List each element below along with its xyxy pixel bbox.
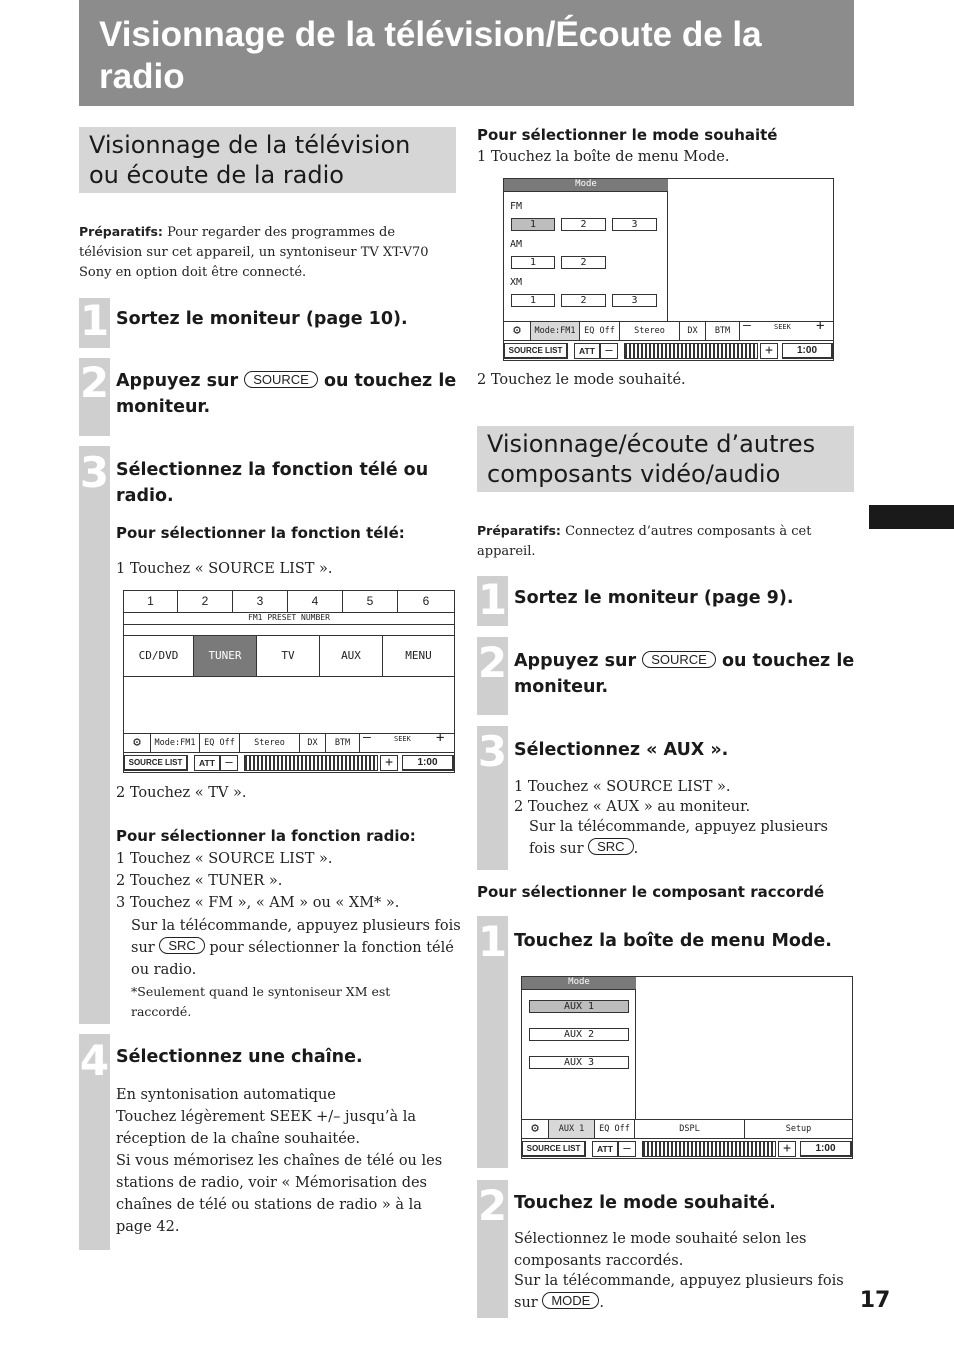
preset-2[interactable]: 2 bbox=[178, 591, 233, 613]
volume-plus-icon[interactable]: + bbox=[778, 1141, 796, 1157]
step-heading-c1: Touchez la boîte de menu Mode. bbox=[514, 931, 832, 951]
source-aux[interactable]: AUX bbox=[320, 635, 383, 677]
step-r2-text-b: ou touchez le moniteur. bbox=[514, 651, 855, 697]
seek-label: SEEK bbox=[394, 735, 411, 743]
component-remote-text: Sur la télécommande, appuyez plusieurs fois sur bbox=[514, 1273, 844, 1311]
source-list-button[interactable]: SOURCE LIST bbox=[504, 343, 568, 359]
volume-minus-icon[interactable]: — bbox=[618, 1141, 636, 1157]
component-text-2: Sur la télécommande, appuyez plusieurs fois sur MODE . bbox=[514, 1273, 844, 1311]
src-key: SRC bbox=[588, 838, 633, 855]
stereo-button[interactable]: Stereo bbox=[620, 321, 680, 341]
dx-button[interactable]: DX bbox=[680, 321, 706, 341]
prep-text: Pour regarder des programmes de télévision sur cet appareil, un syntoniseur TV XT-V70 Sony en option doit être connecté. bbox=[79, 225, 429, 280]
source-menu[interactable]: MENU bbox=[383, 635, 454, 677]
step-r2-text-a: Appuyez sur bbox=[514, 651, 637, 671]
stereo-button[interactable]: Stereo bbox=[240, 733, 300, 753]
setup-button[interactable]: Setup bbox=[745, 1119, 852, 1139]
step-4-line-2: Touchez légèrement SEEK +/– jusqu’à la réception de la chaîne souhaitée. bbox=[116, 1109, 417, 1147]
source-tv[interactable]: TV bbox=[257, 635, 320, 677]
am-label: AM bbox=[510, 239, 523, 250]
dspl-button[interactable]: DSPL bbox=[635, 1119, 745, 1139]
step-heading-r3: Sélectionnez « AUX ». bbox=[514, 740, 729, 760]
step-heading-2 bbox=[116, 368, 461, 420]
step-bar-3 bbox=[79, 446, 110, 1024]
clock: 1:00 bbox=[782, 343, 833, 359]
eq-button[interactable]: EQ Off bbox=[200, 733, 240, 753]
att-button[interactable]: ATT bbox=[574, 343, 600, 359]
seek-control[interactable] bbox=[360, 730, 454, 753]
step-number-r3: 3 bbox=[477, 727, 508, 776]
step-number-r1: 1 bbox=[477, 575, 508, 624]
remote-text-b: pour sélectionner la fonction télé ou radio. bbox=[131, 940, 454, 978]
component-subheading: Pour sélectionner le composant raccordé bbox=[477, 883, 825, 901]
tv-step-1: 1 Touchez « SOURCE LIST ». bbox=[116, 561, 333, 577]
step-4-text bbox=[116, 1084, 461, 1238]
am-2-button[interactable]: 2 bbox=[561, 256, 606, 269]
section-title-other-components: Visionnage/écoute d’autres composants vidéo/audio bbox=[477, 426, 854, 492]
mode-key: MODE bbox=[542, 1292, 599, 1309]
preset-3[interactable]: 3 bbox=[233, 591, 288, 613]
step-heading-4: Sélectionnez une chaîne. bbox=[116, 1047, 363, 1067]
preset-label: FM1 PRESET NUMBER bbox=[124, 613, 454, 625]
seek-plus-icon[interactable]: + bbox=[436, 730, 445, 746]
section-tab bbox=[869, 505, 954, 529]
step-number-c2: 2 bbox=[477, 1181, 508, 1230]
aux-2-button[interactable]: AUX 2 bbox=[529, 1028, 629, 1041]
settings-gear-icon[interactable]: ⚙ bbox=[504, 321, 531, 341]
tv-step-2: 2 Touchez « TV ». bbox=[116, 785, 247, 801]
prep-paragraph bbox=[79, 222, 456, 283]
aux-3-button[interactable]: AUX 3 bbox=[529, 1056, 629, 1069]
xm-label: XM bbox=[510, 277, 523, 288]
radio-step-1: 1 Touchez « SOURCE LIST ». bbox=[116, 851, 333, 867]
aux-remote-text: Sur la télécommande, appuyez plusieurs fois sur bbox=[529, 819, 828, 857]
step-4-line-3: Si vous mémorisez les chaînes de télé ou les stations de radio, voir « Mémorisation des chaînes de télé ou stations de radio » à la page 42. bbox=[116, 1153, 443, 1235]
source-key: SOURCE bbox=[642, 651, 716, 668]
aux-step-1: 1 Touchez « SOURCE LIST ». bbox=[514, 779, 731, 795]
xm-1-button[interactable]: 1 bbox=[511, 294, 555, 307]
step-4-line-1: En syntonisation automatique bbox=[116, 1087, 336, 1103]
xm-3-button[interactable]: 3 bbox=[612, 294, 657, 307]
att-button[interactable]: ATT bbox=[194, 755, 220, 771]
aux-step-2: 2 Touchez « AUX » au moniteur. bbox=[514, 799, 751, 815]
aux-mode-screen bbox=[521, 976, 853, 1159]
aux-mode-title: Mode bbox=[522, 977, 636, 990]
mode-subheading: Pour sélectionner le mode souhaité bbox=[477, 126, 778, 144]
remote-text-a: Sur la télécommande, appuyez plusieurs fois sur bbox=[131, 918, 461, 956]
src-key: SRC bbox=[159, 937, 204, 954]
page-number: 17 bbox=[859, 1288, 891, 1313]
step-heading-r2 bbox=[514, 648, 859, 700]
step-heading-1: Sortez le moniteur (page 10). bbox=[116, 309, 408, 329]
source-list-button[interactable]: SOURCE LIST bbox=[124, 755, 188, 771]
settings-gear-icon[interactable]: ⚙ bbox=[522, 1119, 549, 1139]
source-key: SOURCE bbox=[244, 371, 318, 388]
mode-button[interactable]: Mode:FM1 bbox=[151, 733, 200, 753]
step-number-c1: 1 bbox=[477, 917, 508, 966]
step-heading-c2: Touchez le mode souhaité. bbox=[514, 1193, 776, 1213]
radio-step-3: 3 Touchez « FM », « AM » ou « XM* ». bbox=[116, 895, 400, 911]
clock: 1:00 bbox=[402, 755, 454, 771]
btm-button[interactable]: BTM bbox=[326, 733, 360, 753]
btm-button[interactable]: BTM bbox=[706, 321, 740, 341]
source-tuner[interactable]: TUNER bbox=[194, 635, 257, 677]
preset-6[interactable]: 6 bbox=[398, 591, 454, 613]
step-number-r2: 2 bbox=[477, 638, 508, 687]
aux-step-remote: Sur la télécommande, appuyez plusieurs fois sur SRC . bbox=[529, 819, 828, 857]
step-number-4: 4 bbox=[79, 1036, 110, 1085]
preset-1[interactable]: 1 bbox=[124, 591, 178, 613]
seek-minus-icon[interactable]: — bbox=[743, 318, 751, 333]
mode-step-2: 2 Touchez le mode souhaité. bbox=[477, 372, 686, 388]
volume-minus-icon[interactable]: — bbox=[600, 343, 618, 359]
page-title: Visionnage de la télévision/Écoute de la radio bbox=[99, 15, 762, 96]
settings-gear-icon[interactable]: ⚙ bbox=[124, 733, 151, 753]
am-1-button[interactable]: 1 bbox=[511, 256, 555, 269]
eq-button[interactable]: EQ Off bbox=[580, 321, 620, 341]
clock: 1:00 bbox=[800, 1141, 852, 1157]
seek-minus-icon[interactable]: — bbox=[363, 730, 371, 745]
aux-1-button[interactable]: AUX 1 bbox=[529, 1000, 629, 1013]
xm-2-button[interactable]: 2 bbox=[561, 294, 606, 307]
volume-bar[interactable] bbox=[624, 343, 758, 359]
fm-label: FM bbox=[510, 201, 523, 212]
section-title-tv-radio: Visionnage de la télévision ou écoute de la radio bbox=[79, 127, 456, 193]
mode-button[interactable]: Mode:FM1 bbox=[531, 321, 580, 341]
fm-3-button[interactable]: 3 bbox=[612, 218, 657, 231]
fm-1-button[interactable]: 1 bbox=[511, 218, 555, 231]
prep-paragraph-2 bbox=[477, 521, 822, 562]
component-text-1: Sélectionnez le mode souhaité selon les composants raccordés. bbox=[514, 1231, 807, 1269]
mode-panel-divider bbox=[667, 179, 668, 322]
tv-subheading: Pour sélectionner la fonction télé: bbox=[116, 524, 405, 542]
seek-label: SEEK bbox=[774, 323, 791, 331]
step-number-2: 2 bbox=[79, 358, 110, 407]
fm-2-button[interactable]: 2 bbox=[561, 218, 606, 231]
prep-text-2: Connectez d’autres composants à cet appareil. bbox=[477, 524, 812, 559]
dx-button[interactable]: DX bbox=[300, 733, 326, 753]
step-number-3: 3 bbox=[79, 448, 110, 497]
att-button[interactable]: ATT bbox=[592, 1141, 618, 1157]
seek-control[interactable] bbox=[740, 318, 833, 341]
step-heading-r1: Sortez le moniteur (page 9). bbox=[514, 588, 794, 608]
aux-panel-divider bbox=[635, 977, 636, 1120]
step-heading-3: Sélectionnez la fonction télé ou radio. bbox=[116, 460, 429, 506]
volume-bar[interactable] bbox=[642, 1141, 776, 1157]
mode-title: Mode bbox=[504, 179, 668, 192]
mode-screen bbox=[503, 178, 834, 361]
source-cd-dvd[interactable]: CD/DVD bbox=[124, 635, 194, 677]
prep-label: Préparatifs: bbox=[79, 224, 163, 239]
radio-step-3-remote bbox=[131, 915, 461, 981]
volume-minus-icon[interactable]: — bbox=[220, 755, 238, 771]
preset-5[interactable]: 5 bbox=[343, 591, 398, 613]
volume-plus-icon[interactable]: + bbox=[760, 343, 778, 359]
radio-step-2: 2 Touchez « TUNER ». bbox=[116, 873, 283, 889]
step-number-1: 1 bbox=[79, 296, 110, 345]
radio-subheading: Pour sélectionner la fonction radio: bbox=[116, 827, 416, 845]
volume-plus-icon[interactable]: + bbox=[380, 755, 398, 771]
step-2-text-a: Appuyez sur bbox=[116, 371, 239, 391]
mode-step-1: 1 Touchez la boîte de menu Mode. bbox=[477, 149, 730, 165]
xm-note: *Seulement quand le syntoniseur XM est raccordé. bbox=[131, 984, 391, 1019]
volume-bar[interactable] bbox=[244, 755, 378, 771]
seek-plus-icon[interactable]: + bbox=[816, 318, 825, 334]
tuner-screen bbox=[123, 590, 455, 773]
aux-mode-button[interactable]: AUX 1 bbox=[549, 1119, 595, 1139]
step-2-text-b: ou touchez le moniteur. bbox=[116, 371, 457, 417]
prep-label-2: Préparatifs: bbox=[477, 523, 561, 538]
preset-4[interactable]: 4 bbox=[288, 591, 343, 613]
eq-button[interactable]: EQ Off bbox=[595, 1119, 635, 1139]
source-list-button[interactable]: SOURCE LIST bbox=[522, 1141, 586, 1157]
